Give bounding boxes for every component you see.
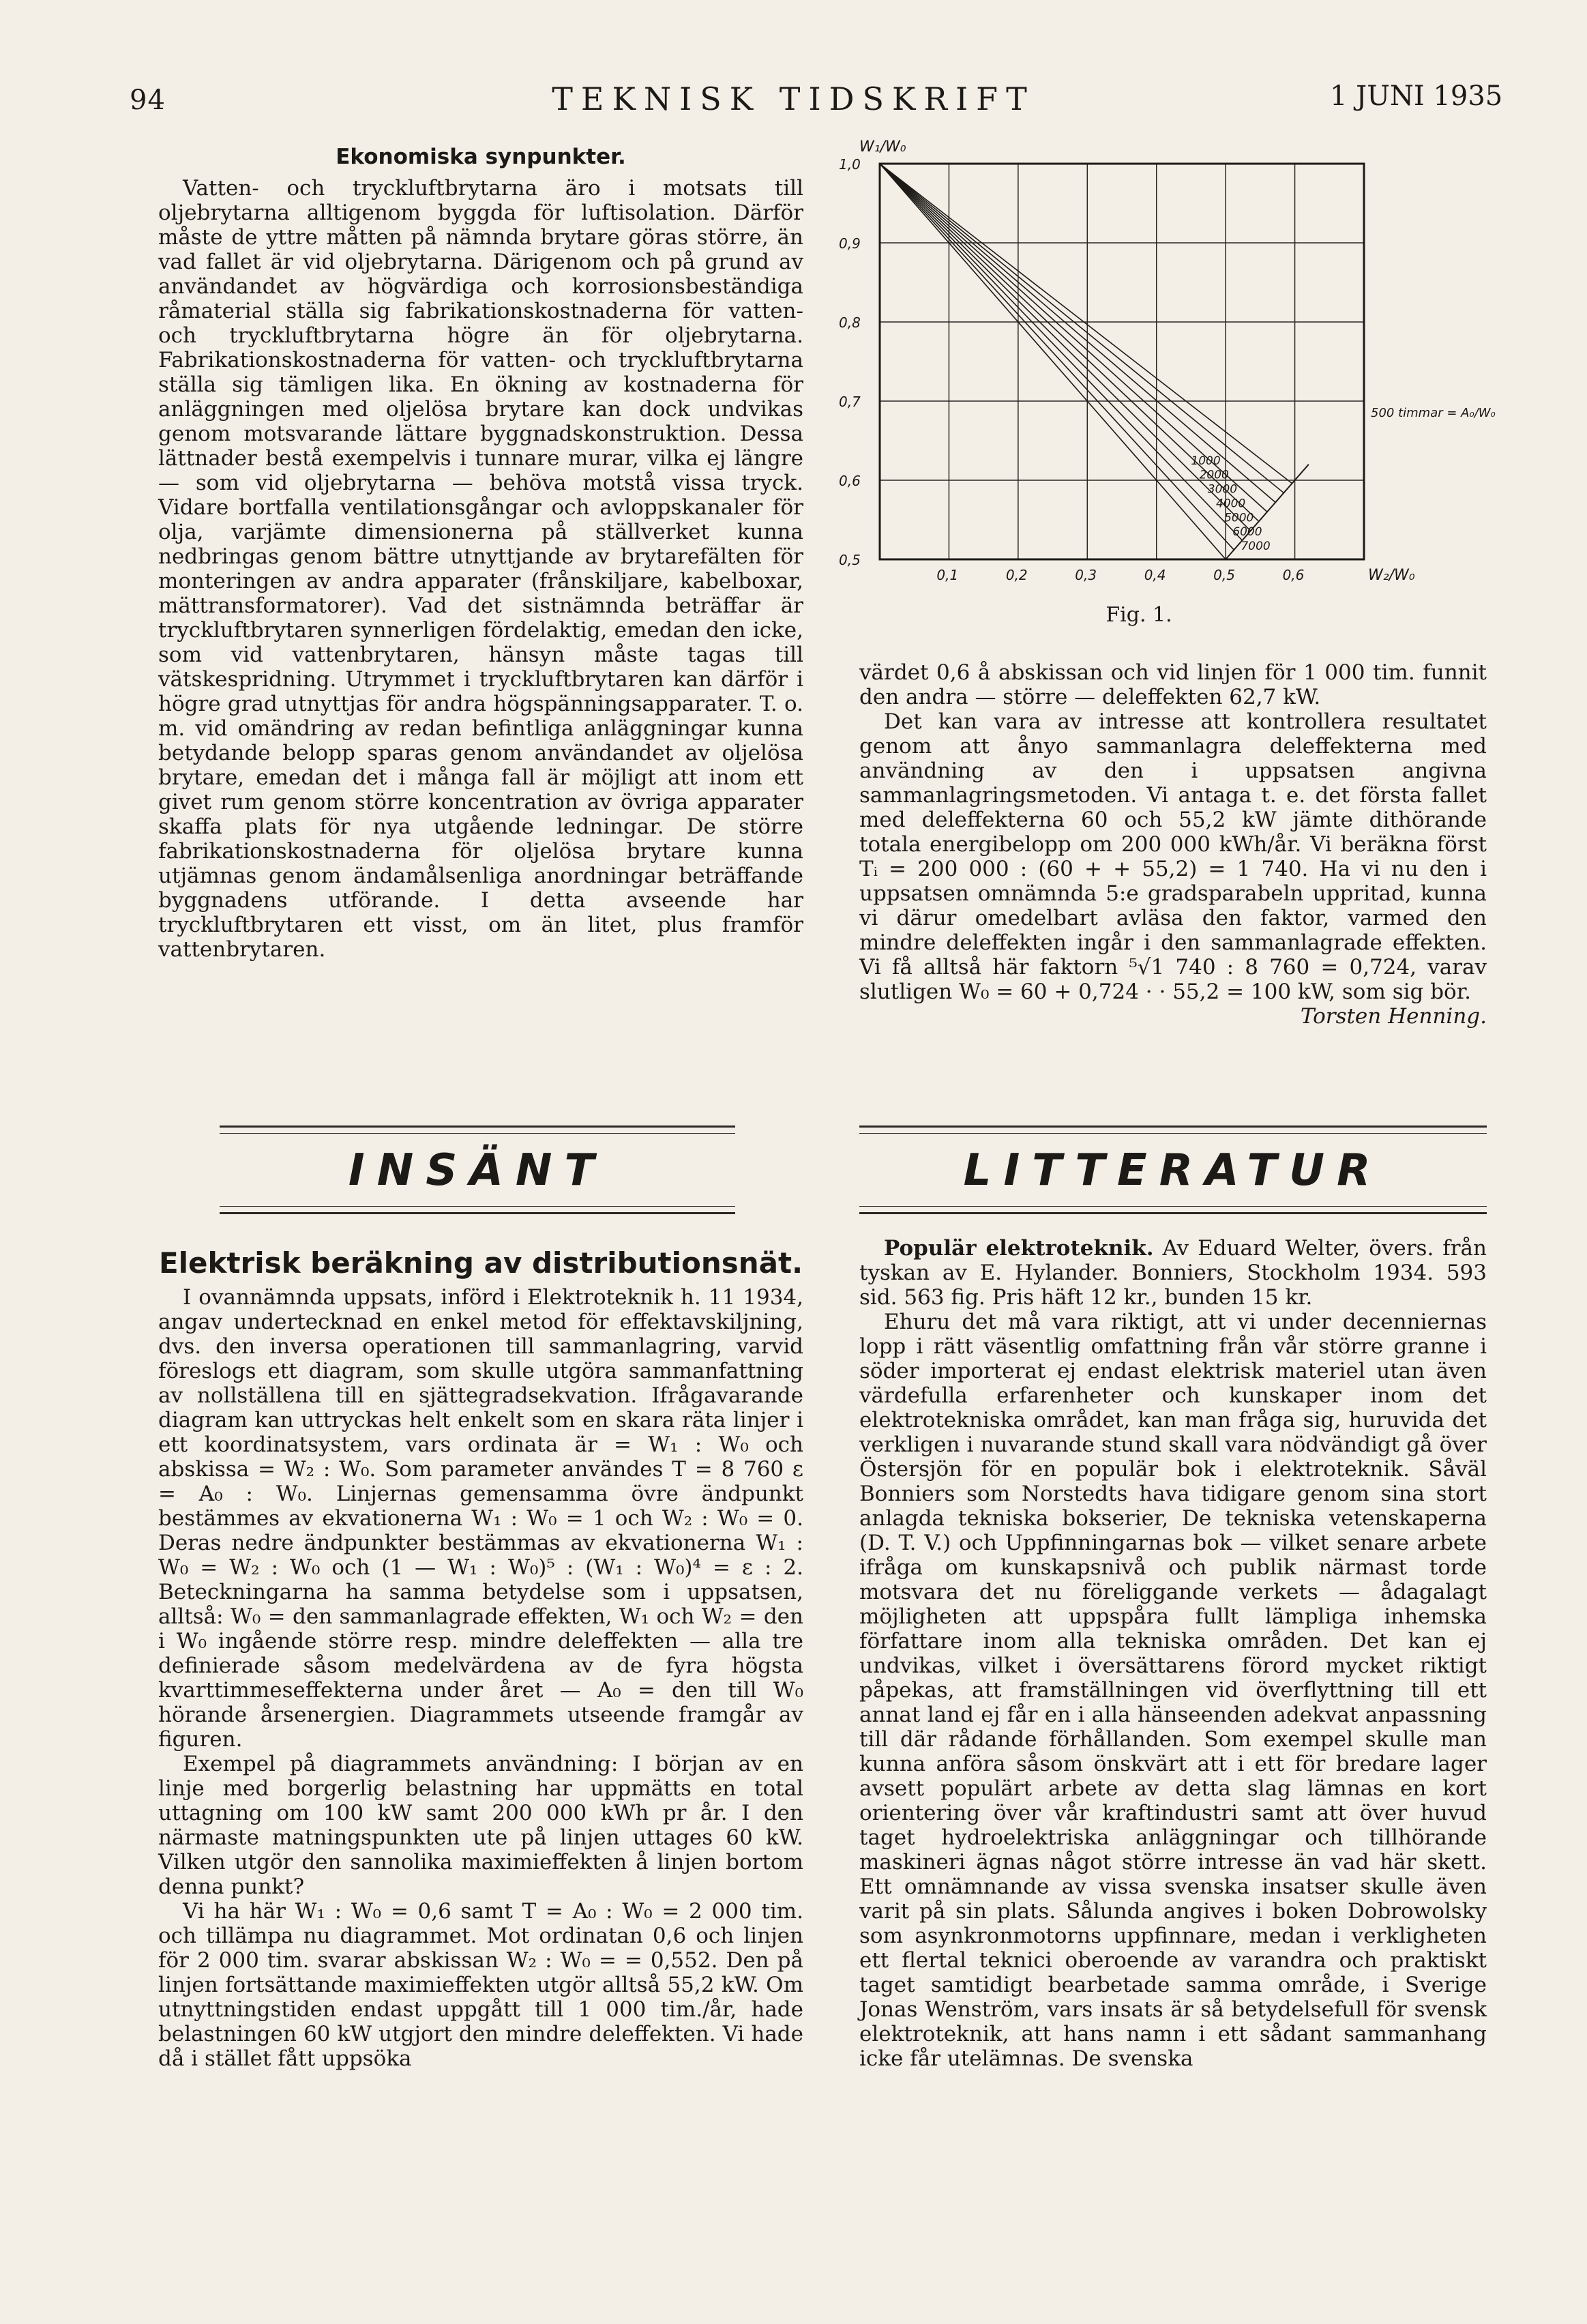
x-tick-label: 0,1 xyxy=(936,567,959,583)
figure-1 xyxy=(818,130,1496,634)
y-tick-label: 0,8 xyxy=(839,314,861,331)
author-signature: Torsten Henning. xyxy=(1300,1004,1487,1029)
article-title: Elektrisk beräkning av distributionsnät. xyxy=(158,1246,803,1280)
book-citation xyxy=(859,1236,1487,1310)
economic-section xyxy=(158,145,803,962)
x-tick-label: 0,5 xyxy=(1213,567,1235,583)
parameter-line xyxy=(880,164,1292,484)
body-paragraph: I ovannämnda uppsats, införd i Elektroteknik h. 11 1934, angav undertecknad en enkel metod för effektavskiljning, dvs. den inversa operationen till sammanlagring, varvid föreslogs ett diagram, som skulle utgöra sammanfattning av nollställena till en sjättegradsekvation. Ifrågavarande diagram kan uttryckas helt enkelt som en skara räta linjer i ett koordinatsystem, vars ordinata är = W₁ : W₀ och abskissa = W₂ : W₀. Som parameter användes T = 8 760 ε = A₀ : W₀. Linjernas gemensamma övre ändpunkt bestämmes av ekvationerna W₁ : W₀ = 1 och W₂ : W₀ = 0. Deras nedre ändpunkter bestämmas av ekvationerna W₁ : W₀ = W₂ : W₀ och (1 — W₁ : W₀)⁵ : (W₁ : W₀)⁴ = ε : 2. Beteckningarna ha samma betydelse som i uppsatsen, alltså: W₀ = den sammanlagrade effekten, W₁ och W₂ = den i W₀ ingående större resp. mindre deleffekten — alla tre definierade såsom medelvärdena av de fyra högsta kvarttimmeseffekterna under året — A₀ = den till W₀ hörande årsenergien. Diagrammets utseende framgår av figuren. xyxy=(158,1285,803,1752)
body-paragraph: Vi ha här W₁ : W₀ = 0,6 samt T = A₀ : W₀ = 2 000 tim. och tillämpa nu diagrammet. Mot ordinatan 0,6 och linjen för 2 000 tim. svarar abskissan W₂ : W₀ = = 0,552. Den på linjen fortsättande maximieffekten utgör alltså 55,2 kW. Om utnyttningstiden endast uppgått till 1 000 tim./år, hade belastningen 60 kW utgjort den mindre deleffekten. Vi hade då i stället fått uppsöka xyxy=(158,1899,803,2071)
banner-label: INSÄNT xyxy=(348,1145,607,1196)
y-tick-label: 1,0 xyxy=(839,156,861,173)
line-label: 1000 xyxy=(1191,454,1221,468)
parameter-line xyxy=(880,164,1275,502)
line-label: 3000 xyxy=(1207,482,1238,497)
x-tick-label: 0,6 xyxy=(1282,567,1305,583)
body-paragraph: Det kan vara av intresse att kontrollera resultatet genom att ånyo sammanlagra deleffekterna med användning av den i uppsatsen angivna sammanlagringsmetoden. Vi antaga t. e. det första fallet med deleffekterna 60 och 55,2 kW jämte dithörande totala energibelopp om 200 000 kWh/år. Vi beräkna först Tᵢ = 200 000 : (60 + + 55,2) = 1 740. Ha vi nu den i uppsatsen omnämnda 5:e gradsparabeln uppritad, kunna vi därur omedelbart avläsa den faktor, varmed den mindre deleffekten ingår i den sammanlagrade effekten. Vi få alltså här faktorn ⁵√1 740 : 8 760 = 0,724, varav slutligen W₀ = 60 + 0,724 · · 55,2 = 100 kW, som sig bör. xyxy=(859,709,1487,1004)
journal-title: TEKNISK TIDSKRIFT xyxy=(552,80,1035,117)
figure-caption: Fig. 1. xyxy=(1106,603,1172,627)
line-label: 4000 xyxy=(1215,497,1246,511)
banner-litteratur xyxy=(859,1126,1487,1214)
parameter-line xyxy=(880,164,1234,550)
book-review xyxy=(859,1236,1487,2071)
x-tick-label: 0,3 xyxy=(1075,567,1097,583)
parameter-line xyxy=(880,164,1226,559)
x-axis-label: W₂/W₀ xyxy=(1368,567,1415,584)
body-paragraph: Exempel på diagrammets användning: I början av en linje med borgerlig belastning har uppmätts en total uttagning om 100 kW samt 200 000 kWh pr år. I den närmaste matningspunkten ute på linjen uttages 60 kW. Vilken utgör den sannolika maximieffekten å linjen bortom denna punkt? xyxy=(158,1752,803,1899)
side-label: 500 timmar = A₀/W₀ xyxy=(1371,406,1496,421)
banner-label: LITTERATUR xyxy=(963,1145,1383,1196)
book-title: Populär elektroteknik. xyxy=(884,1236,1154,1261)
nomogram-chart xyxy=(818,130,1496,634)
body-paragraph: Ehuru det må vara riktigt, att vi under decenniernas lopp i rätt väsentlig omfattning från vår större granne i söder importerat ej endast elektrisk materiel utan även värdefulla erfarenheter och kunskaper inom det elektrotekniska området, kan man fråga sig, huruvida det verkligen i nuvarande stund skall vara nödvändigt gå över Östersjön för en populär bok i elektroteknik. Såväl Bonniers som Norstedts hava tidigare genom sina stort anlagda tekniska bokserier, De tekniska vetenskaperna (D. T. V.) och Uppfinningarnas bok — vilket senare arbete ifråga om kunskapsnivå och publik närmast torde motsvara det nu föreliggande verkets — ådagalagt möjligheten att uppspåra fullt lämpliga inhemska författare inom alla tekniska områden. Det kan ej undvikas, vilket i översättarens förord mycket riktigt påpekas, att framställningen vid överflyttning till ett annat land ej får en i alla hänseenden adekvat anpassning till där rådande förhållanden. Som exempel skulle man kunna anföra såsom önskvärt att i ett för bredare lager avsett populärt arbete av detta slag lämnas en kort orientering över vår kraftindustri samt att över huvud taget hydroelektriska anläggningar och tillhörande maskineri ägnas något större intresse än vad här skett. Ett omnämnande av vissa svenska insatser skulle även varit på sin plats. Sålunda angives i boken Dobrowolsky som asynkronmotorns uppfinnare, medan i verkligheten ett flertal teknici oberoende av varandra och praktiskt taget samtidigt bearbetade samma område, i Sverige Jonas Wenström, vars insats är så betydelsefull för svensk elektroteknik, att hans namn i ett sådant sammanhang icke får utelämnas. De svenska xyxy=(859,1310,1487,2071)
line-label: 6000 xyxy=(1232,525,1262,540)
line-label: 2000 xyxy=(1199,468,1229,482)
banner-insant xyxy=(220,1126,735,1214)
line-label: 5000 xyxy=(1224,511,1254,525)
body-paragraph: värdet 0,6 å abskissan och vid linjen för 1 000 tim. funnit den andra — större — deleffekten 62,7 kW. xyxy=(859,660,1487,709)
issue-date: 1 JUNI 1935 xyxy=(1330,80,1503,112)
y-tick-label: 0,9 xyxy=(839,235,861,252)
x-tick-label: 0,2 xyxy=(1005,567,1028,583)
x-tick-label: 0,4 xyxy=(1144,567,1166,583)
parameter-line xyxy=(880,164,1242,540)
calculation-continuation xyxy=(859,660,1487,1029)
book-meta: Av Eduard Welter, övers. från tyskan av E. Hylander. Bonniers, Stockholm 1934. 593 sid. 563 fig. Pris häft 12 kr., bunden 15 kr. xyxy=(859,1236,1487,1310)
y-tick-label: 0,5 xyxy=(839,552,861,568)
parameter-line xyxy=(880,164,1284,493)
body-paragraph: Vatten- och tryckluftbrytarna äro i motsats till oljebrytarna alltigenom byggda för luftisolation. Därför måste de yttre måtten på nämnda brytare göras större, än vad fallet är vid oljebrytarna. Därigenom och på grund av användandet av högvärdiga och korrosionsbeständiga råmaterial ställa sig fabrikationskostnaderna för vatten- och tryckluftbrytarna högre än för oljebrytarna. Fabrikationskostnaderna för vatten- och tryckluftbrytarna ställa sig tämligen lika. En ökning av kostnaderna för anläggningen med oljelösa brytare kan dock undvikas genom motsvarande lättare byggnadskonstruktion. Dessa lättnader bestå exempelvis i tunnare murar, vilka ej längre — som vid oljebrytarna — behöva motstå vissa tryck. Vidare bortfalla ventilationsgångar och avloppskanaler för olja, varjämte dimensionerna på ställverket kunna nedbringas genom bättre utnyttjande av brytarefälten för monteringen av andra apparater (frånskiljare, kabelboxar, mättransformatorer). Vad det sistnämnda beträffar är tryckluftbrytaren synnerligen fördelaktig, emedan den icke, som vid vattenbrytaren, hänsyn måste tagas till vätskespridning. Utrymmet i tryckluftbrytaren kan därför i högre grad utnyttjas för andra högspänningsapparater. T. o. m. vid omändring av redan befintliga anläggningar kunna betydande belopp sparas genom användandet av oljelösa brytare, emedan det i många fall är möjligt att inom ett givet rum genom större koncentration av övriga apparater skaffa plats för nya utgående ledningar. De större fabrikationskostnaderna för oljelösa brytare kunna utjämnas genom ändamålsenliga anordningar beträffande byggnadens utförande. I detta avseende har tryckluftbrytaren ett visst, om än litet, plus framför vattenbrytaren. xyxy=(158,176,803,962)
page-number: 94 xyxy=(130,85,166,116)
parameter-line xyxy=(880,164,1251,531)
y-axis-label: W₁/W₀ xyxy=(859,138,906,156)
section-heading: Ekonomiska synpunkter. xyxy=(336,145,626,169)
y-tick-label: 0,6 xyxy=(839,473,861,489)
y-tick-label: 0,7 xyxy=(839,394,861,410)
distribution-article xyxy=(158,1246,803,2071)
line-label: 7000 xyxy=(1241,540,1271,554)
